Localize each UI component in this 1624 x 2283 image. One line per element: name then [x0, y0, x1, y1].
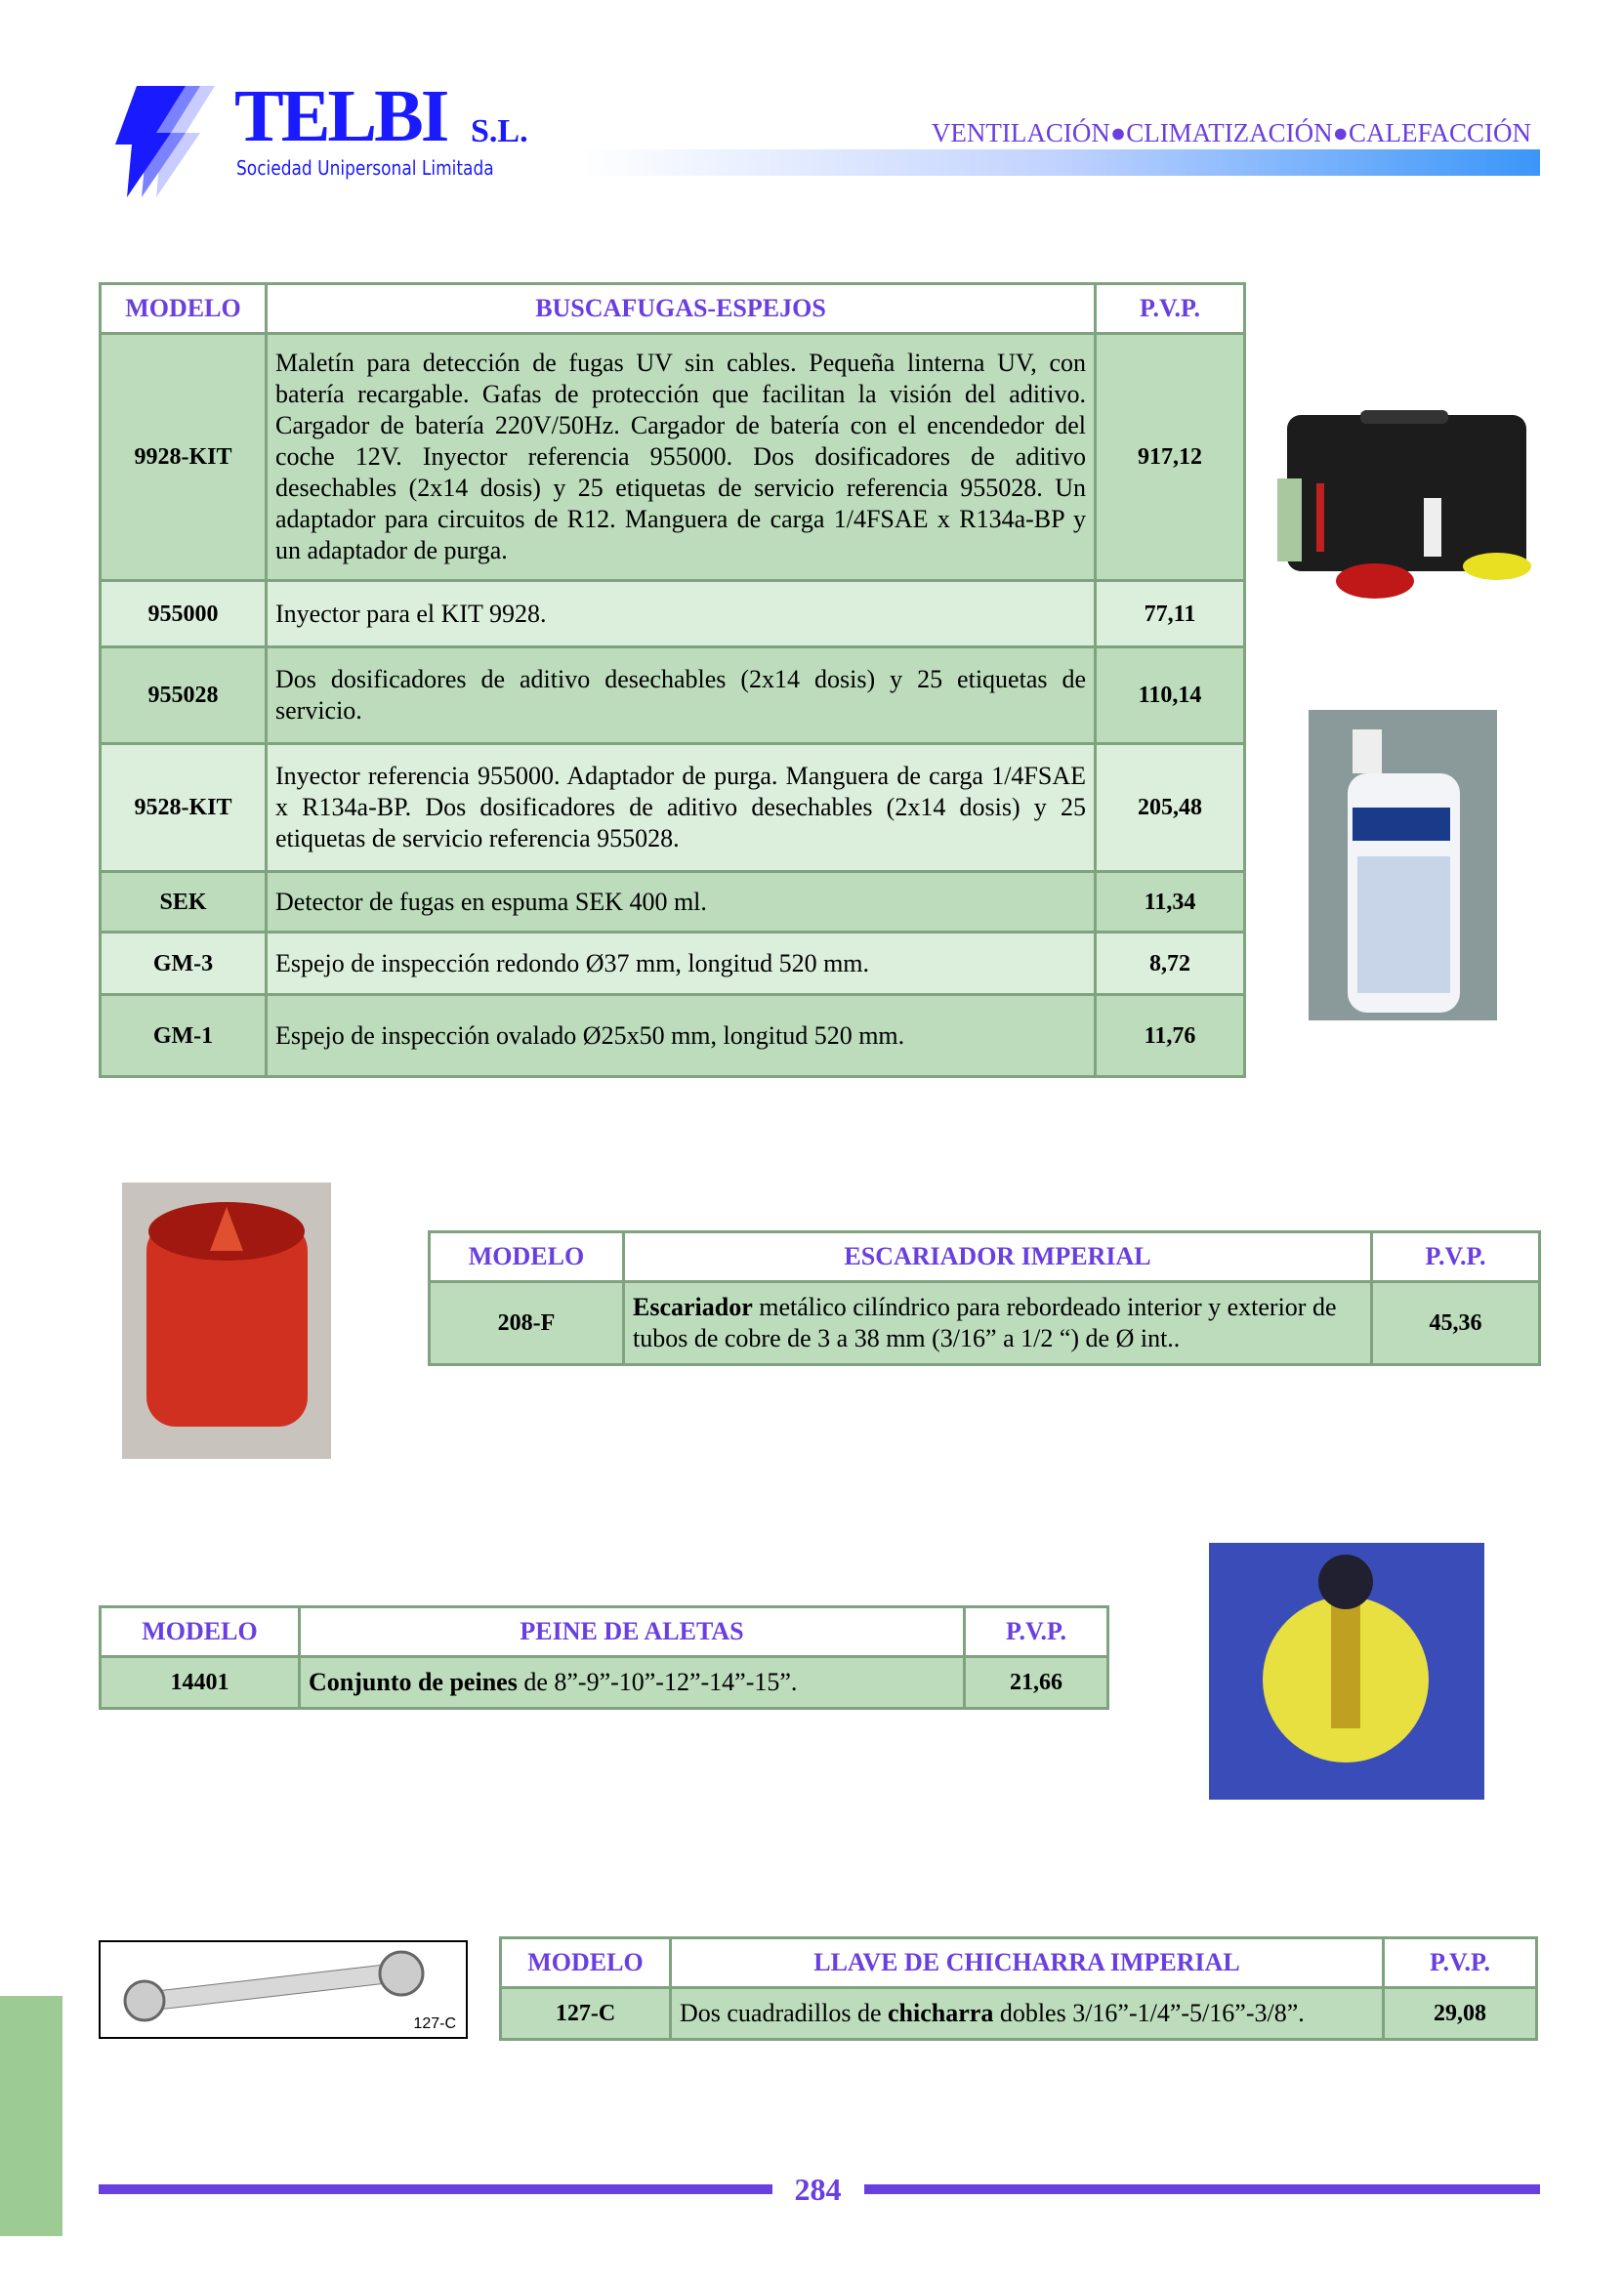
table-row: SEK Detector de fugas en espuma SEK 400 ml. 11,34: [101, 872, 1245, 933]
table-peine-aletas: [99, 1605, 1109, 1710]
table-row: 955000 Inyector para el KIT 9928. 77,11: [101, 581, 1245, 647]
table-escariador: [428, 1230, 1541, 1366]
col-description: PEINE DE ALETAS: [300, 1607, 965, 1657]
header-gradient-bar: [583, 149, 1540, 176]
col-pvp: P.V.P.: [1372, 1232, 1540, 1282]
fin-comb-image: [1209, 1543, 1484, 1800]
logo-subtitle: Sociedad Unipersonal Limitada: [236, 156, 494, 180]
sek-spray-can-image: [1309, 710, 1497, 1020]
table-row: 955028 Dos dosificadores de aditivo desechables (2x14 dosis) y 25 etiquetas de servicio. 110,14: [101, 647, 1245, 744]
side-tab: [0, 1996, 62, 2236]
table-row: 9528-KIT Inyector referencia 955000. Adaptador de purga. Manguera de carga 1/4FSAE x R134a-BP. Dos dosificadores de aditivo desechables (2x14 dosis) y 25 etiquetas de servicio referencia 955028. 205,48: [101, 744, 1245, 872]
table-row: 9928-KIT Maletín para detección de fugas UV sin cables. Pequeña linterna UV, con batería recargable. Gafas de protección que facilitan la visión del aditivo. Cargador de batería 220V/50Hz. Cargador de batería con el encendedor del coche 12V. Inyector referencia 955000. Dos dosificadores de aditivo desechables (2x14 dosis) y 25 etiquetas de servicio referencia 955028. Un adaptador para circuitos de R12. Manguera de carga 1/4FSAE x R134a-BP y un adaptador de purga. 917,12: [101, 334, 1245, 581]
lightning-logo-icon: [107, 84, 225, 199]
col-description: BUSCAFUGAS-ESPEJOS: [267, 284, 1096, 334]
col-modelo: MODELO: [101, 1607, 300, 1657]
col-pvp: P.V.P.: [1096, 284, 1245, 334]
table-row: 208-F Escariador metálico cilíndrico para rebordeado interior y exterior de tubos de cobre de 3 a 38 mm (3/16” a 1/2 “) de Ø int.. 45,36: [430, 1282, 1540, 1365]
header-slogan: VENTILACIÓN●CLIMATIZACIÓN●CALEFACCIÓN: [931, 118, 1531, 147]
footer-line-left: [99, 2184, 772, 2194]
col-description: ESCARIADOR IMPERIAL: [624, 1232, 1372, 1282]
col-description: LLAVE DE CHICHARRA IMPERIAL: [671, 1938, 1384, 1988]
uv-kit-image: [1272, 410, 1536, 612]
wrench-label: 127-C: [413, 2015, 456, 2032]
footer-line-right: [864, 2184, 1540, 2194]
reamer-image: [122, 1183, 331, 1459]
col-modelo: MODELO: [101, 284, 267, 334]
table-llave-chicharra: [499, 1936, 1538, 2041]
table-row: GM-3 Espejo de inspección redondo Ø37 mm, longitud 520 mm. 8,72: [101, 933, 1245, 995]
col-modelo: MODELO: [501, 1938, 671, 1988]
table-row: 14401 Conjunto de peines de 8”-9”-10”-12”-14”-15”. 21,66: [101, 1657, 1108, 1709]
ratchet-wrench-image: [99, 1940, 468, 2039]
logo-text: TELBI: [234, 75, 447, 157]
col-pvp: P.V.P.: [965, 1607, 1108, 1657]
col-modelo: MODELO: [430, 1232, 624, 1282]
wrench-icon: [101, 1942, 466, 2037]
table-row: GM-1 Espejo de inspección ovalado Ø25x50 mm, longitud 520 mm. 11,76: [101, 995, 1245, 1077]
page-number: 284: [794, 2172, 842, 2207]
table-row: 127-C Dos cuadradillos de chicharra dobles 3/16”-1/4”-5/16”-3/8”. 29,08: [501, 1988, 1537, 2040]
logo-suffix: S.L.: [471, 113, 528, 149]
col-pvp: P.V.P.: [1384, 1938, 1537, 1988]
table-buscafugas: [99, 282, 1246, 1078]
